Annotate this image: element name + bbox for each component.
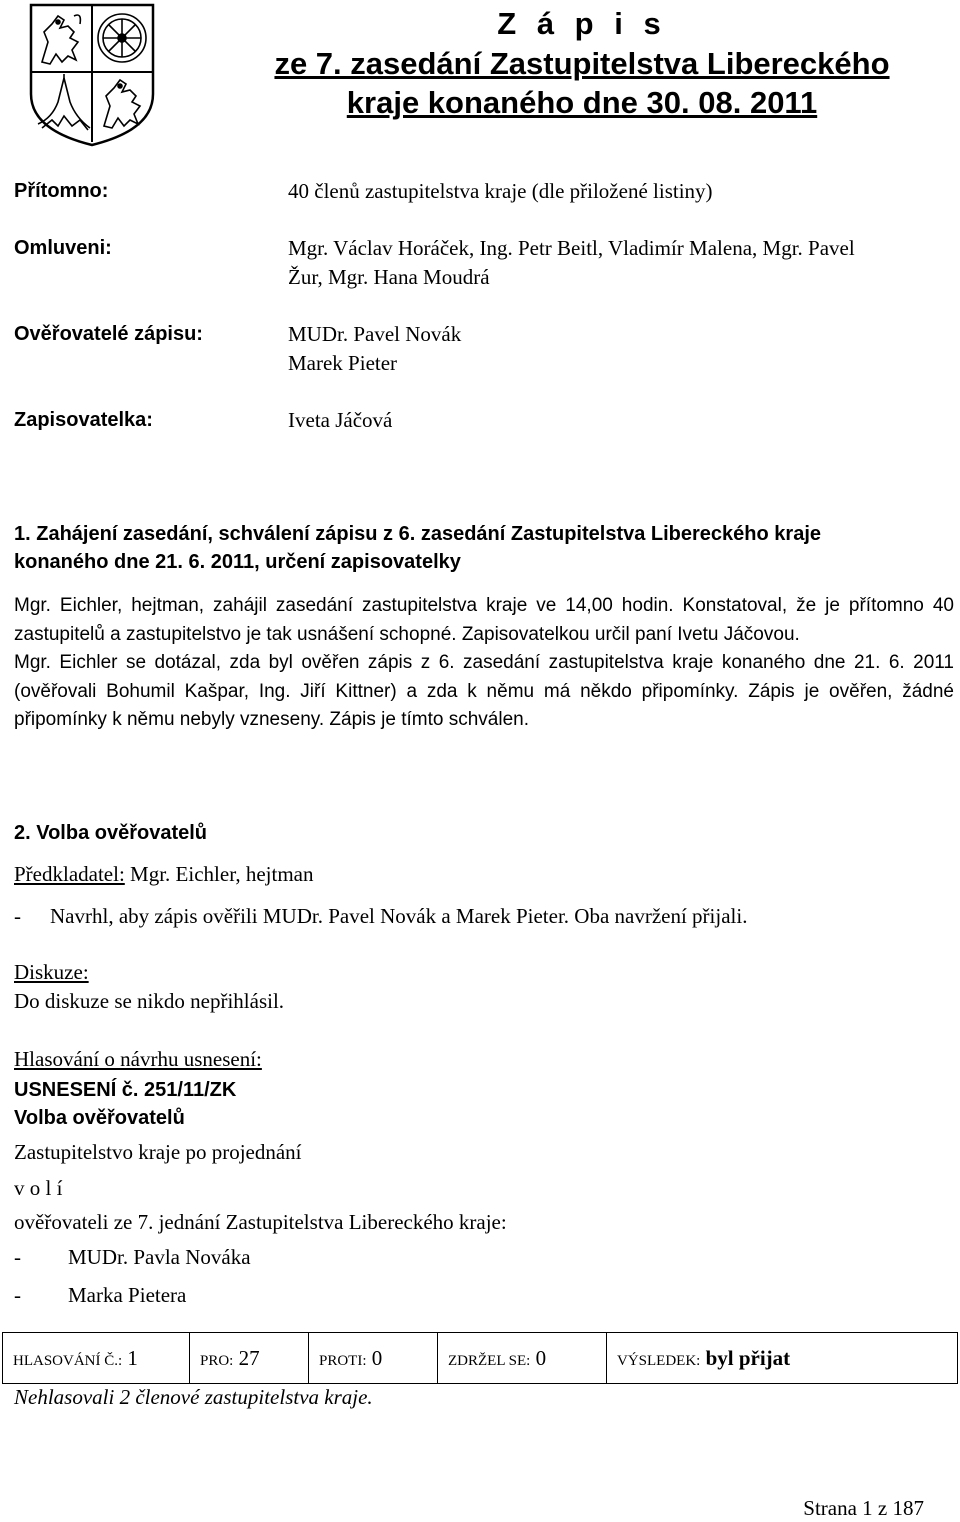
section-1-body: [14, 592, 954, 735]
vote-abstain-cell: [438, 1333, 607, 1384]
vote-for-value: 27: [238, 1345, 260, 1370]
resolution-item-1: MUDr. Pavla Nováka: [68, 1245, 251, 1269]
verifiers-label: Ověřovatelé zápisu:: [14, 323, 203, 345]
title-line-3: kraje konaného dne 30. 08. 2011: [346, 85, 818, 120]
document-title: [262, 4, 902, 122]
section-1-heading-line-2: konaného dne 21. 6. 2011, určení zapisovatelky: [14, 551, 461, 573]
excused-line-1: Mgr. Václav Horáček, Ing. Petr Beitl, Vladimír Malena, Mgr. Pavel: [288, 236, 855, 260]
present-label: Přítomno:: [14, 180, 109, 202]
resolution-item-2: Marka Pietera: [68, 1283, 187, 1307]
excused-line-2: Žur, Mgr. Hana Moudrá: [288, 265, 490, 289]
vote-for-label: PRO:: [200, 1352, 234, 1369]
resolution-number: USNESENÍ č. 251/11/ZK: [14, 1079, 237, 1101]
title-line-2: ze 7. zasedání Zastupitelstva Libereckého: [274, 46, 890, 81]
section-1-heading-line-1: 1. Zahájení zasedání, schválení zápisu z 6. zasedání Zastupitelstva Libereckého kraje: [14, 523, 821, 545]
excused-value: [288, 234, 855, 292]
vote-result-cell: [607, 1333, 958, 1384]
vote-row: [3, 1333, 958, 1384]
recorder-value: Iveta Jáčová: [288, 408, 393, 432]
verifier-2: Marek Pieter: [288, 351, 398, 375]
vote-number-cell: [3, 1333, 190, 1384]
discussion-value: Do diskuze se nikdo nepřihlásil.: [14, 989, 285, 1013]
resolution-title: Volba ověřovatelů: [14, 1107, 185, 1129]
vote-result-label: VÝSLEDEK:: [617, 1352, 701, 1369]
liberec-region-coat-of-arms: [28, 2, 156, 148]
vote-result-table: [2, 1332, 958, 1384]
vote-number-label: HLASOVÁNÍ Č.:: [13, 1352, 123, 1369]
section-2-heading: 2. Volba ověřovatelů: [14, 822, 208, 844]
resolution-intro: Zastupitelstvo kraje po projednání: [14, 1140, 302, 1164]
wheel-icon: [98, 14, 146, 62]
page-number: Strana 1 z 187: [803, 1496, 924, 1520]
vote-for-cell: [190, 1333, 309, 1384]
verifier-1: MUDr. Pavel Novák: [288, 322, 462, 346]
item-1-dash: -: [14, 1245, 21, 1269]
recorder-label: Zapisovatelka:: [14, 409, 153, 431]
vote-abstain-value: 0: [535, 1345, 547, 1370]
vote-against-label: PROTI:: [319, 1352, 367, 1369]
verifiers-value: [288, 320, 461, 378]
present-value: 40 členů zastupitelstva kraje (dle přiložené listiny): [288, 179, 713, 203]
vote-result-value: byl přijat: [705, 1345, 791, 1370]
proposal-text: Navrhl, aby zápis ověřili MUDr. Pavel Novák a Marek Pieter. Oba navržení přijali.: [50, 904, 748, 928]
proposal-dash: -: [14, 904, 21, 928]
vote-against-cell: [309, 1333, 438, 1384]
presenter-line: [14, 860, 314, 888]
item-2-dash: -: [14, 1283, 21, 1307]
vote-proposal-label: Hlasování o návrhu usnesení:: [14, 1047, 262, 1071]
vote-footnote: Nehlasovali 2 členové zastupitelstva kraje.: [14, 1385, 373, 1409]
title-line-1: Z á p i s: [497, 6, 667, 41]
section-1-paragraph-2: Mgr. Eichler se dotázal, zda byl ověřen zápis z 6. zasedání zastupitelstva kraje konaného dne 21. 6. 2011 (ověřovali Bohumil Kašpar, Ing. Jiří Kittner) a zda k němu má někdo připomínky. Zápis je ověřen, žádné připomínky k němu nebyly vzneseny. Zápis je tímto schválen.: [14, 652, 954, 731]
resolution-body: ověřovateli ze 7. jednání Zastupitelstva Libereckého kraje:: [14, 1210, 507, 1234]
discussion-label: Diskuze:: [14, 960, 89, 984]
vote-abstain-label: ZDRŽEL SE:: [448, 1352, 531, 1369]
section-1-paragraph-1: Mgr. Eichler, hejtman, zahájil zasedání zastupitelstva kraje ve 14,00 hodin. Konstatoval, že je přítomno 40 zastupitelů a zastupitelstvo je tak usnášení schopné. Zapisovatelkou určil paní Ivetu Jáčovou.: [14, 595, 954, 645]
presenter-label: Předkladatel:: [14, 862, 125, 886]
presenter-value: Mgr. Eichler, hejtman: [124, 862, 314, 886]
vote-against-value: 0: [371, 1345, 383, 1370]
section-1-heading: [14, 520, 954, 576]
vote-number-value: 1: [127, 1345, 138, 1370]
resolution-verb: v o l í: [14, 1176, 63, 1200]
excused-label: Omluveni:: [14, 237, 112, 259]
